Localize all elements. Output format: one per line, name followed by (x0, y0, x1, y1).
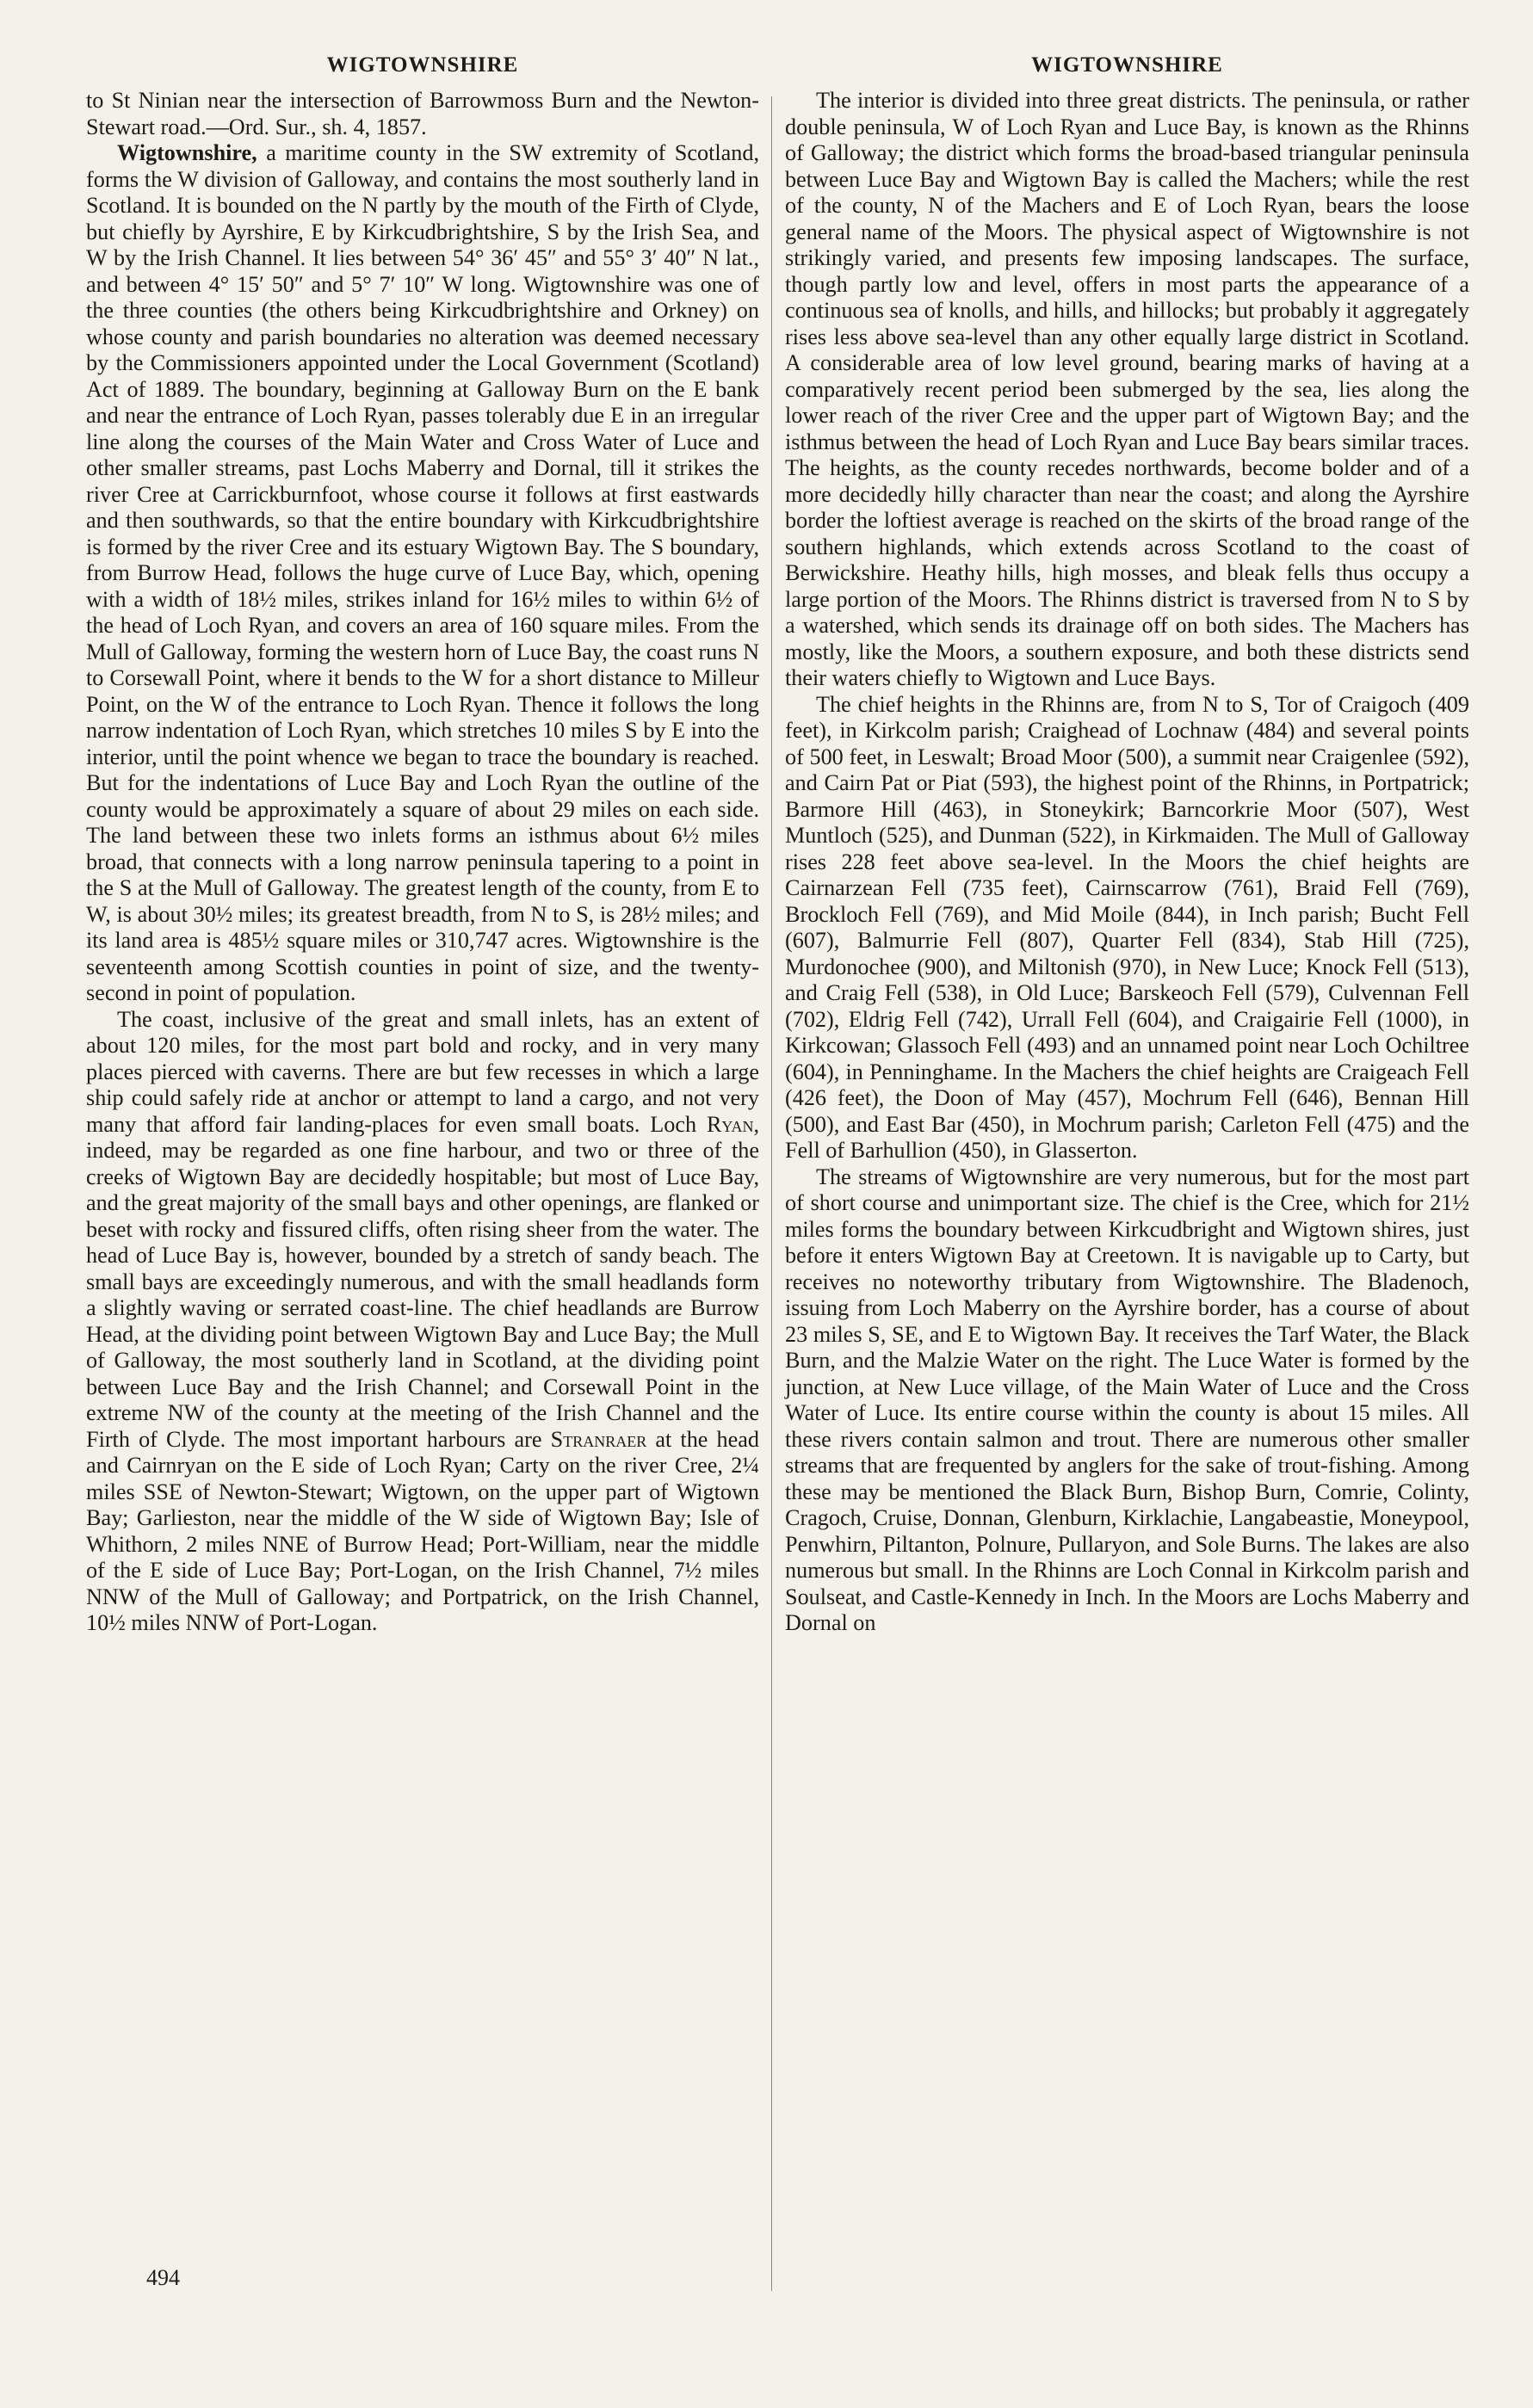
paragraph-text: at the head and Cairnryan on the E side of Loch Ryan; Carty on the river Cree, 2¼ miles SSE of Newton-Stewart; Wigtown, on the upper part of Wigtown Bay; Garlieston, near the middle of the W side of Wigtown Bay; Isle of Whithorn, 2 miles NNE of Burrow Head; Port-William, near the middle of the E side of Luce Bay; Port-Logan, on the Irish Channel, 7½ miles NNW of the Mull of Galloway; and Portpatrick, on the Irish Channel, 10½ miles NNW of Port-Logan. (86, 1426, 759, 1635)
paragraph (785, 88, 1469, 692)
paragraph (785, 692, 1469, 1164)
right-column (785, 43, 1469, 1637)
paragraph-text: The coast, inclusive of the great and small inlets, has an extent of about 120 miles, for the most part bold and rocky, and in very many places pierced with caverns. There are but few recesses in which a large ship could safely ride at anchor or attempt to land a cargo, and not very many that afford fair landing-places for even small boats. Loch (86, 1006, 759, 1137)
paragraph-text: The interior is divided into three great districts. The peninsula, or rather double peninsula, W of Loch Ryan and Luce Bay, is known as the Rhinns of Galloway; the district which forms the broad-based triangular peninsula between Luce Bay and Wigtown Bay is called the Machers; while the rest of the county, N of the Machers and E of Loch Ryan, bears the loose general name of the Moors. The physical aspect of Wigtownshire is not strikingly varied, and presents few imposing landscapes. The surface, though partly low and level, offers in most parts the appearance of a continuous sea of knolls, and hills, and hillocks; but probably it aggregately rises less above sea-level than any other equally large district in Scotland. A considerable area of low level ground, bearing marks of having at a comparatively recent period been submerged by the sea, lies along the lower reach of the river Cree and the upper part of Wigtown Bay; and the isthmus between the head of Loch Ryan and Luce Bay bears similar traces. The heights, as the county recedes northwards, become bolder and of a more decidedly hilly character than near the coast; and along the Ayrshire border the loftiest average is reached on the skirts of the broad range of the southern highlands, which extends across Scotland to the coast of Berwickshire. Heathy hills, high mosses, and bleak fells thus occupy a large portion of the Moors. The Rhinns district is traversed from N to S by a watershed, which sends its drainage off on both sides. The Machers has mostly, like the Moors, a southern exposure, and both these districts send their waters chiefly to Wigtown and Luce Bays. (785, 88, 1469, 690)
cross-reference: Stranraer (550, 1426, 647, 1452)
paragraph-text: to St Ninian near the intersection of Barrowmoss Burn and the Newton-Stewart road.—Ord. Sur., sh. 4, 1857. (86, 88, 759, 139)
left-column (86, 43, 759, 1637)
left-column-text (86, 88, 759, 1637)
paragraph-text: , indeed, may be regarded as one fine harbour, and two or three of the creeks of Wigtown Bay are decidedly hospitable; but most of Luce Bay, and the great majority of the small bays and other openings, are flanked or beset with rocky and fissured cliffs, often rising sheer from the water. The head of Luce Bay is, however, bounded by a stretch of sandy beach. The small bays are exceedingly numerous, and with the small headlands form a slightly waving or serrated coast-line. The chief headlands are Burrow Head, at the dividing point between Wigtown Bay and Luce Bay; the Mull of Galloway, the most southerly land in Scotland, at the dividing point between Luce Bay and the Irish Channel; and Corsewall Point in the extreme NW of the county at the meeting of the Irish Channel and the Firth of Clyde. The most important harbours are (86, 1111, 759, 1452)
paragraph (86, 1007, 759, 1637)
paragraph (785, 1164, 1469, 1637)
entry-headword: Wigtownshire, (117, 140, 257, 165)
page-number: 494 (146, 2265, 180, 2290)
paragraph-text: a maritime county in the SW extremity of Scotland, forms the W division of Galloway, and contains the most southerly land in Scotland. It is bounded on the N partly by the mouth of the Firth of Clyde, but chiefly by Ayrshire, E by Kirkcudbrightshire, S by the Irish Sea, and W by the Irish Channel. It lies between 54° 36′ 45″ and 55° 3′ 40″ N lat., and between 4° 15′ 50″ and 5° 7′ 10″ W long. Wigtownshire was one of the three counties (the others being Kirkcudbrightshire and Orkney) on whose county and parish boundaries no alteration was deemed necessary by the Commissioners appointed under the Local Government (Scotland) Act of 1889. The boundary, beginning at Galloway Burn on the E bank and near the entrance of Loch Ryan, passes tolerably due E in an irregular line along the courses of the Main Water and Cross Water of Luce and other smaller streams, past Lochs Maberry and Dornal, till it strikes the river Cree at Carrickburnfoot, whose course it follows at first eastwards and then southwards, so that the entire boundary with Kirkcudbrightshire is formed by the river Cree and its estuary Wigtown Bay. The S boundary, from Burrow Head, follows the huge curve of Luce Bay, which, opening with a width of 18½ miles, strikes inland for 16½ miles to within 6½ of the head of Loch Ryan, and covers an area of 160 square miles. From the Mull of Galloway, forming the western horn of Luce Bay, the coast runs N to Corsewall Point, where it bends to the W for a short distance to Milleur Point, on the W of the entrance to Loch Ryan. Thence it follows the long narrow indentation of Loch Ryan, which stretches 10 miles S by E into the interior, until the point whence we began to trace the boundary is reached. But for the indentations of Luce Bay and Loch Ryan the outline of the county would be approximately a square of about 29 miles on each side. The land between these two inlets forms an isthmus about 6½ miles broad, that connects with a long narrow peninsula tapering to a point in the S at the Mull of Galloway. The greatest length of the county, from E to W, is about 30½ miles; its greatest breadth, from N to S, is 28½ miles; and its land area is 485½ square miles or 310,747 acres. Wigtownshire is the seventeenth among Scottish counties in point of size, and the twenty-second in point of population. (86, 140, 759, 1005)
running-header-right: WIGTOWNSHIRE (1031, 53, 1223, 77)
right-column-text (785, 88, 1469, 1637)
cross-reference: Ryan (706, 1111, 754, 1137)
paragraph-text: The streams of Wigtownshire are very numerous, but for the most part of short course and unimportant size. The chief is the Cree, which for 21½ miles forms the boundary between Kirkcudbright and Wigtown shires, just before it enters Wigtown Bay at Creetown. It is navigable up to Carty, but receives no noteworthy tributary from Wigtownshire. The Bladenoch, issuing from Loch Maberry on the Ayrshire border, has a course of about 23 miles S, SE, and E to Wigtown Bay. It receives the Tarf Water, the Black Burn, and the Malzie Water on the right. The Luce Water is formed by the junction, at New Luce village, of the Main Water of Luce and the Cross Water of Luce. Its entire course within the county is about 15 miles. All these rivers contain salmon and trout. There are numerous other smaller streams that are frequented by anglers for the sake of trout-fishing. Among these may be mentioned the Black Burn, Bishop Burn, Comrie, Colinty, Cragoch, Cruise, Donnan, Glenburn, Kirklachie, Langabeastie, Moneypool, Penwhirn, Piltanton, Polnure, Pullaryon, and Sole Burns. The lakes are also numerous but small. In the Rhinns are Loch Connal in Kirkcolm parish and Soulseat, and Castle-Kennedy in Inch. In the Moors are Lochs Maberry and Dornal on (785, 1164, 1469, 1635)
running-header-left: WIGTOWNSHIRE (326, 53, 519, 77)
paragraph-text: The chief heights in the Rhinns are, from N to S, Tor of Craigoch (409 feet), in Kirkcolm parish; Craighead of Lochnaw (484) and several points of 500 feet, in Leswalt; Broad Moor (500), a summit near Craigenlee (592), and Cairn Pat or Piat (593), the highest point of the Rhinns, in Portpatrick; Barmore Hill (463), in Stoneykirk; Barncorkrie Moor (507), West Muntloch (525), and Dunman (522), in Kirkmaiden. The Mull of Galloway rises 228 feet above sea-level. In the Moors the chief heights are Cairnarzean Fell (735 feet), Cairnscarrow (761), Braid Fell (769), Brockloch Fell (769), and Mid Moile (844), in Inch parish; Bucht Fell (607), Balmurrie Fell (807), Quarter Fell (834), Stab Hill (725), Murdonochee (900), and Miltonish (970), in New Luce; Knock Fell (513), and Craig Fell (538), in Old Luce; Barskeoch Fell (579), Culvennan Fell (702), Eldrig Fell (742), Urrall Fell (604), and Craigairie Fell (1000), in Kirkcowan; Glassoch Fell (493) and an unnamed point near Loch Ochiltree (604), in Penninghame. In the Machers the chief heights are Craigeach Fell (426 feet), the Doon of May (457), Mochrum Fell (646), Bennan Hill (500), and East Bar (450), in Mochrum parish; Carleton Fell (475) and the Fell of Barhullion (450), in Glasserton. (785, 691, 1469, 1163)
paragraph (86, 88, 759, 140)
column-divider (771, 96, 772, 2291)
paragraph (86, 140, 759, 1007)
